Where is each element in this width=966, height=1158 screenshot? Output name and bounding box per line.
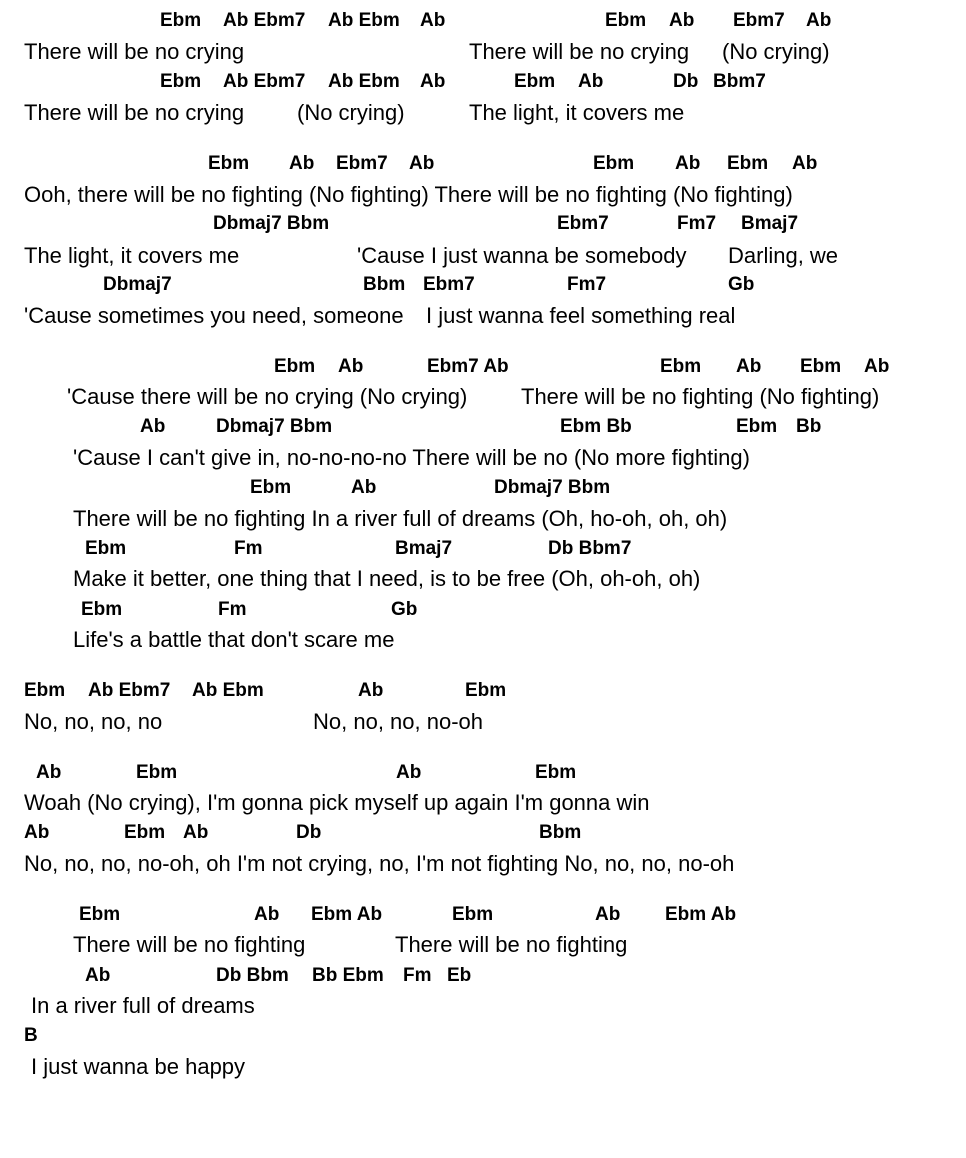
- lyric: There will be no fighting: [395, 932, 628, 957]
- chord: Ab: [736, 356, 762, 377]
- chord: B: [24, 1025, 38, 1046]
- chord: Ab: [595, 904, 621, 925]
- lyric: No, no, no, no-oh, oh I'm not crying, no, I'm not fighting No, no, no, no-oh: [24, 851, 735, 876]
- chord: Ebm: [160, 71, 202, 92]
- chord: Ab: [358, 680, 384, 701]
- lyric: (No crying): [297, 100, 405, 125]
- chord: Ebm: [124, 822, 166, 843]
- chord: Ab: [85, 965, 111, 986]
- chord: Ab: [409, 153, 435, 174]
- chord: Db Bbm7: [548, 538, 632, 559]
- lyric: Darling, we: [728, 243, 839, 268]
- chord: Ab: [806, 10, 832, 31]
- chord: Ebm: [465, 680, 507, 701]
- chord: Ebm: [605, 10, 647, 31]
- lyric: In a river full of dreams: [31, 993, 255, 1018]
- chord: Ab: [254, 904, 280, 925]
- chord: Ebm7: [336, 153, 388, 174]
- lyric: The light, it covers me: [24, 243, 240, 268]
- lyric: 'Cause I can't give in, no-no-no-no There will be no (No more fighting): [73, 445, 750, 470]
- chord: Dbmaj7 Bbm: [213, 213, 330, 234]
- chord: Gb: [728, 274, 755, 295]
- chord: Fm: [403, 965, 432, 986]
- chord: Ebm: [452, 904, 494, 925]
- lyric: There will be no crying: [469, 39, 690, 64]
- chord: Ebm: [727, 153, 769, 174]
- chord: Fm: [218, 599, 247, 620]
- chord: Ebm7: [733, 10, 785, 31]
- chord: Ab: [864, 356, 890, 377]
- lyric: Life's a battle that don't scare me: [73, 627, 395, 652]
- chord: Bbm: [539, 822, 582, 843]
- chord: Ebm: [660, 356, 702, 377]
- chord: Ebm7: [557, 213, 609, 234]
- lyric: No, no, no, no-oh: [313, 709, 484, 734]
- chord: Ab: [675, 153, 701, 174]
- chord: Ebm Bb: [560, 416, 632, 437]
- chord: Ab: [420, 10, 446, 31]
- chord: Ebm: [535, 762, 577, 783]
- chord: Ebm: [514, 71, 556, 92]
- chord: Eb: [447, 965, 472, 986]
- chord: Ab: [289, 153, 315, 174]
- chord: Ab: [351, 477, 377, 498]
- lyric: 'Cause I just wanna be somebody: [357, 243, 687, 268]
- chord: Ab Ebm7: [223, 71, 306, 92]
- chord: Ebm: [79, 904, 121, 925]
- lyric: No, no, no, no: [24, 709, 163, 734]
- chord: Ab: [140, 416, 166, 437]
- lyric: I just wanna feel something real: [426, 303, 736, 328]
- chord: Ebm7: [423, 274, 475, 295]
- chord: Bbm7: [713, 71, 766, 92]
- chord: Ebm: [208, 153, 250, 174]
- chord: Dbmaj7 Bbm: [494, 477, 611, 498]
- lyric: (No crying): [722, 39, 830, 64]
- chord: Db Bbm: [216, 965, 289, 986]
- chord: Ebm: [593, 153, 635, 174]
- chord: Db: [296, 822, 322, 843]
- chord: Ab: [420, 71, 446, 92]
- chord: Ebm: [274, 356, 316, 377]
- chord: Ebm: [800, 356, 842, 377]
- chord: Ab Ebm7: [223, 10, 306, 31]
- chord: Ebm: [136, 762, 178, 783]
- chord: Fm7: [677, 213, 717, 234]
- lyric: Make it better, one thing that I need, is to be free (Oh, oh-oh, oh): [73, 566, 701, 591]
- chord: Ebm: [736, 416, 778, 437]
- lyric: The light, it covers me: [469, 100, 685, 125]
- chord: Db: [673, 71, 699, 92]
- lyric: There will be no fighting (No fighting): [521, 384, 880, 409]
- chord: Ab: [36, 762, 62, 783]
- lyric: I just wanna be happy: [31, 1054, 246, 1079]
- chord: Ab: [669, 10, 695, 31]
- chord: Ebm: [250, 477, 292, 498]
- lyric: There will be no fighting In a river full of dreams (Oh, ho-oh, oh, oh): [73, 506, 728, 531]
- lyric: Ooh, there will be no fighting (No fighting) There will be no fighting (No fighting): [24, 182, 793, 207]
- chord: Ebm: [24, 680, 66, 701]
- chord: Ab Ebm7: [88, 680, 171, 701]
- chord: Dbmaj7 Bbm: [216, 416, 333, 437]
- chord: Ab Ebm: [328, 10, 400, 31]
- chord: Ebm Ab: [311, 904, 383, 925]
- chord: Ebm7 Ab: [427, 356, 509, 377]
- chord: Ebm Ab: [665, 904, 737, 925]
- chord: Bbm: [363, 274, 406, 295]
- chord: Ab: [578, 71, 604, 92]
- lyric: There will be no fighting: [73, 932, 306, 957]
- lyric-line: [0, 1054, 246, 1122]
- chord: Dbmaj7: [103, 274, 172, 295]
- chord: Ebm: [85, 538, 127, 559]
- chord: Fm7: [567, 274, 607, 295]
- lyric: 'Cause sometimes you need, someone: [24, 303, 404, 328]
- chord: Ab: [338, 356, 364, 377]
- chord: Bb: [796, 416, 822, 437]
- lyric: There will be no crying: [24, 100, 245, 125]
- chord: Ebm: [81, 599, 123, 620]
- chord: Ebm: [160, 10, 202, 31]
- chord: Bmaj7: [741, 213, 799, 234]
- chord: Ab Ebm: [192, 680, 264, 701]
- chord: Bmaj7: [395, 538, 453, 559]
- chord: Ab: [792, 153, 818, 174]
- chord: Ab: [396, 762, 422, 783]
- lyric: Woah (No crying), I'm gonna pick myself up again I'm gonna win: [24, 790, 650, 815]
- chord: Ab Ebm: [328, 71, 400, 92]
- lyric: 'Cause there will be no crying (No crying): [67, 384, 468, 409]
- lyric: There will be no crying: [24, 39, 245, 64]
- chord: Fm: [234, 538, 263, 559]
- chord: Ab: [183, 822, 209, 843]
- chord: Bb Ebm: [312, 965, 384, 986]
- chord: Gb: [391, 599, 418, 620]
- chord: Ab: [24, 822, 50, 843]
